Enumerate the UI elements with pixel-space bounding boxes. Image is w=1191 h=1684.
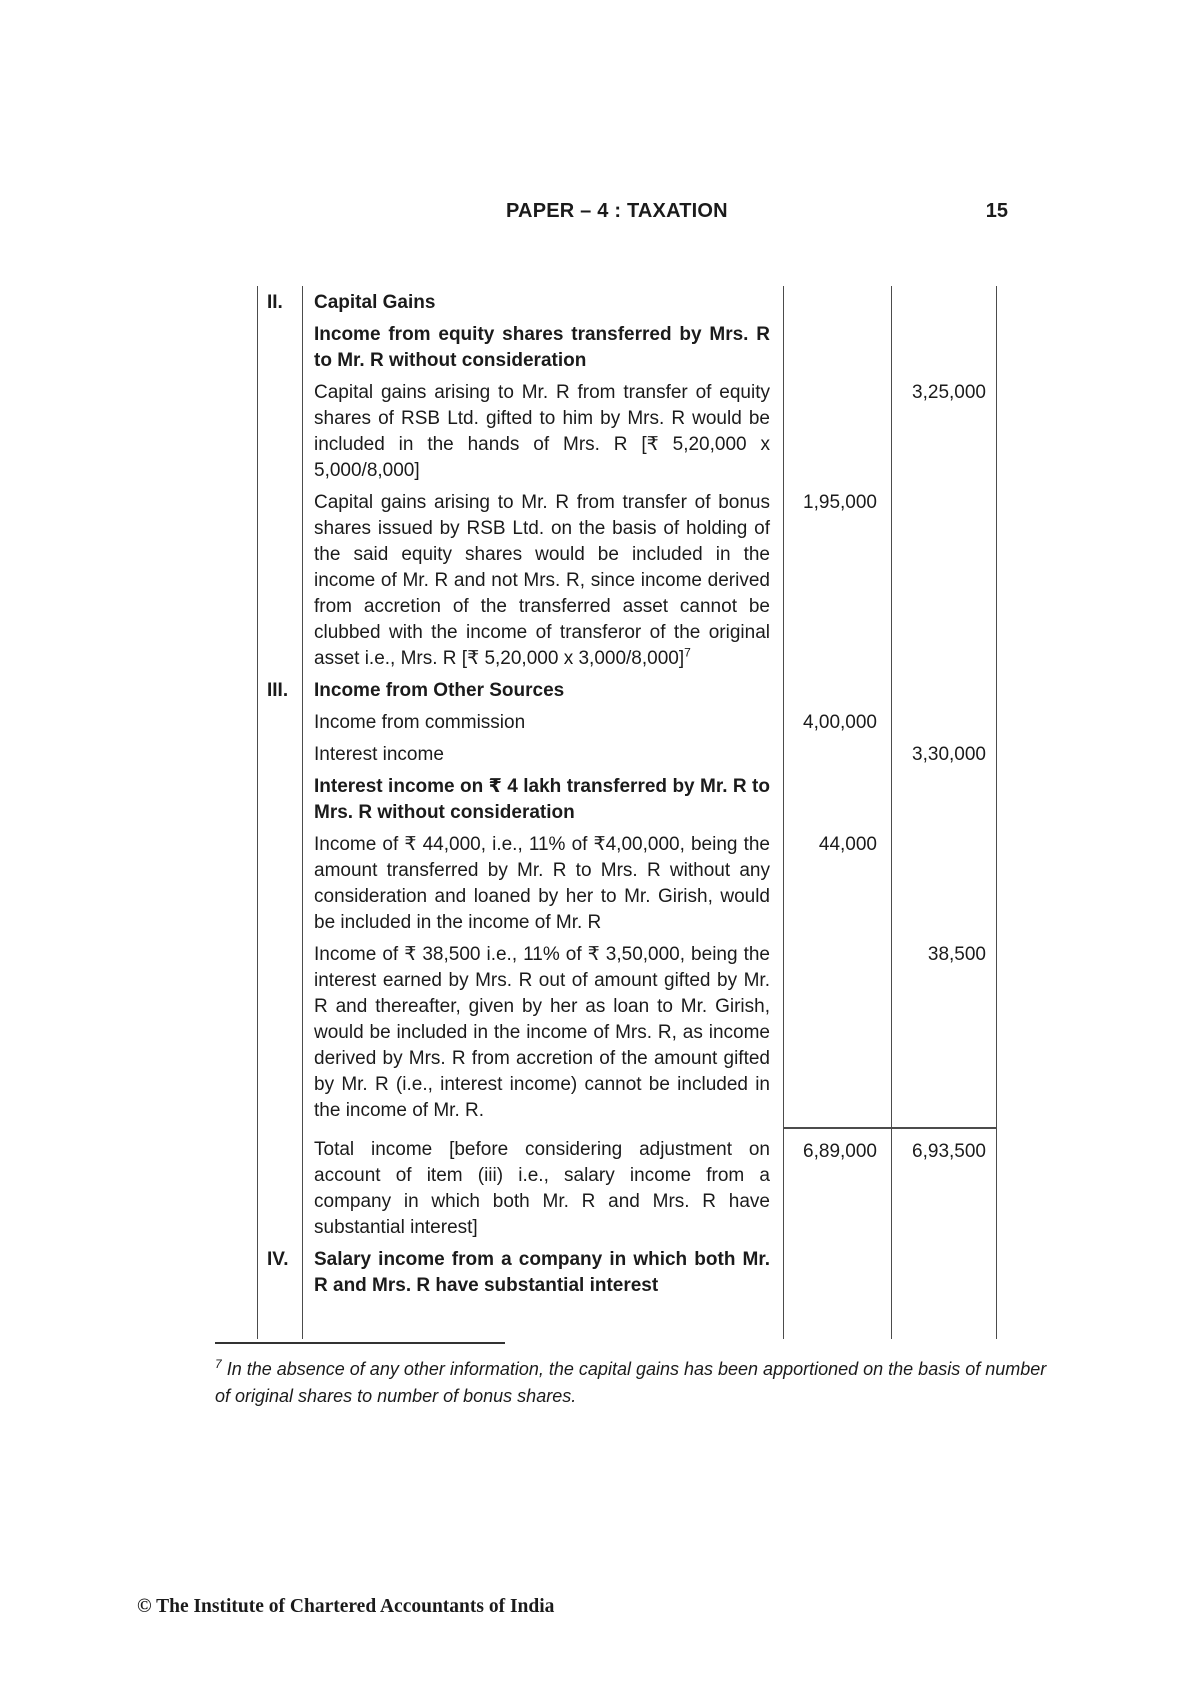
section-numeral [257, 739, 303, 771]
amount-col-2-cell [892, 487, 997, 675]
item-text [303, 487, 784, 675]
amount-col-1-cell [784, 377, 892, 487]
copyright-footer: © The Institute of Chartered Accountants of India [137, 1596, 555, 1617]
amount-col-2-cell [892, 675, 997, 707]
page-number: 15 [985, 200, 1008, 222]
item-text: Capital gains arising to Mr. R from transfer of equity shares of RSB Ltd. gifted to him by Mrs. R would be included in the hands of Mrs. R [₹ 5,20,000 x 5,000/8,000] [303, 377, 784, 487]
footnote-marker: 7 [215, 1357, 222, 1371]
amount-col-1-cell [784, 286, 892, 319]
footnote [215, 1356, 1063, 1410]
amount-col-1-cell [784, 771, 892, 829]
footnote-separator [215, 1342, 505, 1344]
section-numeral: III. [257, 675, 303, 707]
amount-col-1-cell: 44,000 [784, 829, 892, 939]
amount-col-2-cell: 3,25,000 [892, 377, 997, 487]
item-text: Income from commission [303, 707, 784, 739]
section-numeral: II. [257, 286, 303, 319]
item-text: Income from equity shares transferred by Mrs. R to Mr. R without consideration [303, 319, 784, 377]
amount-col-1-cell: 1,95,000 [784, 487, 892, 675]
footnote-reference: 7 [684, 645, 691, 660]
item-text: Interest income [303, 739, 784, 771]
item-text-body: Capital gains arising to Mr. R from transfer of bonus shares issued by RSB Ltd. on the basis of holding of the said equity shares would be included in the income of Mr. R and not Mrs. R, since income derived from accretion of the transferred asset cannot be clubbed with the income of transferor of the original asset i.e., Mrs. R [₹ 5,20,000 x 3,000/8,000] [314, 492, 770, 669]
item-text: Capital Gains [303, 286, 784, 319]
item-text: Income of ₹ 38,500 i.e., 11% of ₹ 3,50,000, being the interest earned by Mrs. R out of amount gifted by Mr. R and thereafter, given by her as loan to Mr. Girish, would be included in the income of Mrs. R, as income derived by Mrs. R from accretion of the amount gifted by Mr. R (i.e., interest income) cannot be included in the income of Mr. R. [303, 939, 784, 1127]
item-text: Income of ₹ 44,000, i.e., 11% of ₹4,00,000, being the amount transferred by Mr. R to Mrs. R without any consideration and loaned by her to Mr. Girish, would be included in the income of Mr. R [303, 829, 784, 939]
amount-col-2-cell [892, 829, 997, 939]
amount-col-1-cell [784, 1244, 892, 1339]
section-numeral [257, 707, 303, 739]
amount-col-2-cell [892, 1244, 997, 1339]
amount-col-2-cell: 3,30,000 [892, 739, 997, 771]
section-numeral [257, 939, 303, 1127]
amount-col-2-cell [892, 286, 997, 319]
amount-col-1-cell: 6,89,000 [784, 1127, 892, 1244]
section-numeral [257, 829, 303, 939]
amount-col-2-cell: 6,93,500 [892, 1127, 997, 1244]
item-text: Salary income from a company in which both Mr. R and Mrs. R have substantial interest [303, 1244, 784, 1339]
section-numeral [257, 377, 303, 487]
page-title: PAPER – 4 : TAXATION [506, 200, 728, 222]
amount-col-1-cell [784, 939, 892, 1127]
item-text: Total income [before considering adjustment on account of item (iii) i.e., salary income from a company in which both Mr. R and Mrs. R have substantial interest] [303, 1127, 784, 1244]
section-numeral [257, 319, 303, 377]
amount-col-2-cell [892, 771, 997, 829]
section-numeral [257, 487, 303, 675]
item-text: Income from Other Sources [303, 675, 784, 707]
section-numeral: IV. [257, 1244, 303, 1339]
amount-col-1-cell: 4,00,000 [784, 707, 892, 739]
footnote-text: In the absence of any other information, the capital gains has been apportioned on the basis of number of original shares to number of bonus shares. [215, 1359, 1047, 1406]
income-table [257, 286, 997, 1339]
amount-col-1-cell [784, 675, 892, 707]
amount-col-2-cell [892, 319, 997, 377]
section-numeral [257, 1127, 303, 1244]
section-numeral [257, 771, 303, 829]
amount-col-2-cell: 38,500 [892, 939, 997, 1127]
amount-col-1-cell [784, 739, 892, 771]
amount-col-2-cell [892, 707, 997, 739]
item-text: Interest income on ₹ 4 lakh transferred by Mr. R to Mrs. R without consideration [303, 771, 784, 829]
amount-col-1-cell [784, 319, 892, 377]
